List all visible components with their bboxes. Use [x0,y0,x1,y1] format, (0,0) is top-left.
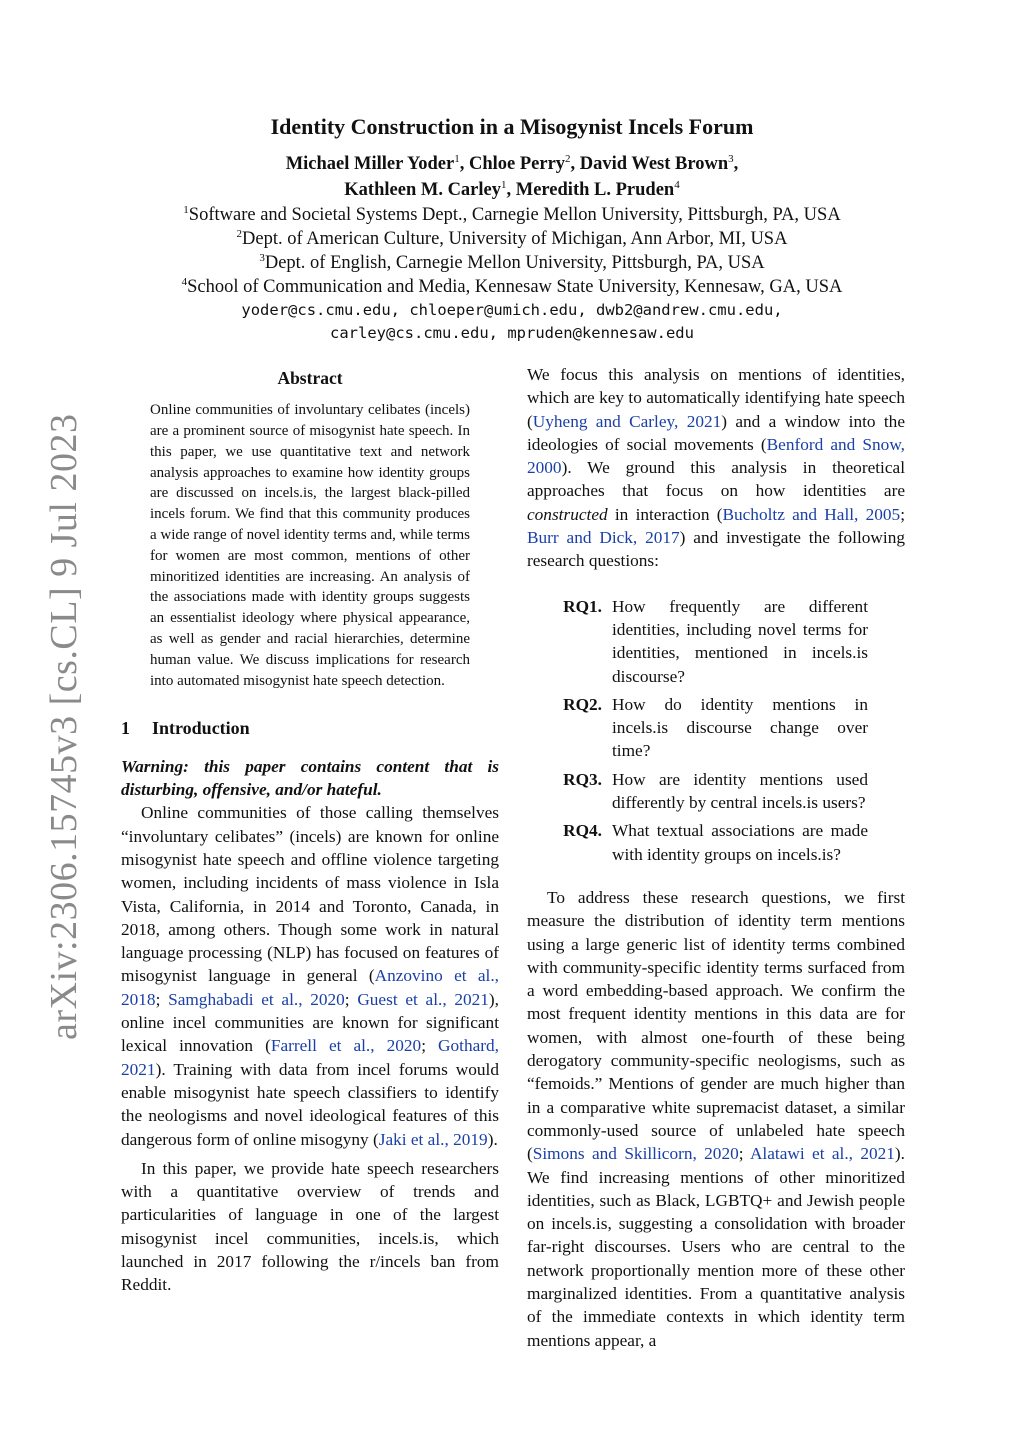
author-sep: , [733,154,739,174]
author-name: Chloe Perry [468,154,566,174]
citation-link[interactable]: Uyheng and Carley, 2021 [532,411,722,431]
affiliation-text: School of Communication and Media, Kennesaw State University, Kennesaw, GA, USA [187,277,843,297]
left-column [121,363,499,1297]
affiliation-text: Software and Societal Systems Dept., Carnegie Mellon University, Pittsburgh, PA, USA [188,205,841,225]
author-name: Michael Miller Yoder [285,154,455,174]
text-run: in interaction ( [607,504,723,524]
email-line-2[interactable]: carley@cs.cmu.edu, mpruden@kennesaw.edu [330,324,694,342]
abstract-text: Online communities of involuntary celibates (incels) are a prominent source of misogynist hate speech. In this paper, we use quantitative text and network analysis approaches to examine how identity groups are discussed on incels.is, the largest black-pilled incels forum. We find that this community produces a wide range of novel identity terms and, while terms for women are most common, mentions of other minoritized identities are increasing. An analysis of the associations made with identity groups suggests an essentialist ideology where physical appearance, as well as gender and racial hierarchies, determine human value. We discuss implications for research into automated misogynist hate speech detection. [150,402,470,689]
citation-link[interactable]: Alatawi et al., 2021 [749,1144,895,1164]
arxiv-identifier: arXiv:2306.15745v3 [cs.CL] 9 Jul 2023 [43,413,85,1040]
affiliation-sup: 1 [183,203,189,216]
affiliation-sup: 4 [181,275,188,288]
right-paragraph-2 [527,886,905,1352]
abstract-heading: Abstract [277,368,343,388]
citation-link[interactable]: Simons and Skillicorn, 2020 [532,1144,739,1164]
research-question [527,768,905,815]
citation-link[interactable]: Guest et al., 2021 [357,989,489,1009]
author-name: Kathleen M. Carley [344,180,501,200]
author-sep: , [459,154,469,174]
text-run: Online communities of those calling themselves “involuntary celibates” (incels) are known for online misogynist hate speech and offline violence targeting women, including incidents of mass violence in Isla Vista, California, in 2014 and Toronto, Canada, in 2018, among others. Though some work in natural language processing (NLP) has focused on features of misogynist language in general ( [121,803,499,986]
intro-paragraph-1 [121,801,499,1150]
research-question [527,693,905,763]
text-run: ), online incel communities are known for significant lexical innovation ( [121,989,499,1056]
citation-link[interactable]: Farrell et al., 2020 [270,1036,422,1056]
text-run: ). We find increasing mentions of other minoritized identities, such as Black, LGBTQ+ and Jewish people on incels.is, suggesting a consolidation with broader far-right discourses. Users who are central to the network proportionally mention more of these other marginalized identities. From a quantitative analysis of the immediate contexts in which identity term mentions appear, a [527,1144,905,1350]
author-affil-sup: 1 [501,178,507,191]
affiliation-text: Dept. of English, Carnegie Mellon University, Pittsburgh, PA, USA [264,253,765,273]
text-run: ; [155,989,169,1009]
citation-link[interactable]: Benford and Snow, 2000 [527,434,905,478]
rq-text: How are identity mentions used differently by central incels.is users? [612,769,868,813]
affiliation [0,251,1024,275]
rq-text: How do identity mentions in incels.is discourse change over time? [612,694,868,761]
text-run: ). We ground this analysis in theoretical approaches that focus on how identities are [527,458,905,501]
text-run: ; [900,504,905,524]
author-affil-sup: 1 [454,152,460,165]
text-run: ). [487,1129,498,1149]
email-line-1[interactable]: yoder@cs.cmu.edu, chloeper@umich.edu, dwb2@andrew.cmu.edu, [241,301,783,319]
text-run: We focus this analysis on mentions of identities, which are key to automatically identifying hate speech ( [527,365,905,431]
text-run: ; [738,1144,750,1164]
affiliation-sup: 3 [259,251,265,264]
rq-text: What textual associations are made with identity groups on incels.is? [612,821,868,864]
author-sep: , [506,180,516,200]
citation-link[interactable]: Samghabadi et al., 2020 [168,989,345,1009]
author-sep: , [570,154,580,174]
content-warning: Warning: this paper contains content that is disturbing, offensive, and/or hateful. [121,756,499,800]
citation-link[interactable]: Gothard, 2021 [121,1036,499,1079]
text-run: ; [344,989,358,1009]
citation-link[interactable]: Burr and Dick, 2017 [527,528,680,548]
affiliation [0,227,1024,251]
author-line-1 [0,151,1024,177]
text-run: To address these research questions, we first measure the distribution of identity term mentions using a large generic list of identity terms combined with community-specific identity terms surfaced from a word embedding-based approach. We confirm the most frequent identity mentions in this data are for women, with almost one-fourth of these being derogatory community-specific neologisms, such as “femoids.” Mentions of gender are much higher than in a comparative white supremacist dataset, a similar commonly-used source of unlabeled hate speech ( [527,887,905,1164]
affiliation-sup: 2 [236,227,243,240]
emphasis: constructed [527,504,608,524]
research-question [527,819,905,866]
right-column [527,363,905,1352]
research-question [527,595,905,688]
citation-link[interactable]: Anzovino et al., 2018 [121,966,499,1009]
section-heading-introduction [121,717,499,740]
author-affil-sup: 2 [565,152,571,165]
author-name: David West Brown [579,154,729,174]
right-paragraph-1 [527,363,905,573]
affiliation [0,275,1024,299]
author-line-2 [0,177,1024,203]
rq-label: RQ4. [563,821,602,841]
author-name: Meredith L. Pruden [515,180,675,200]
research-questions-list [527,595,905,866]
text-run: ; [421,1036,439,1056]
affiliation-text: Dept. of American Culture, University of Michigan, Ann Arbor, MI, USA [242,229,788,249]
text-run: ) and investigate the following research questions: [527,528,905,571]
paper-title: Identity Construction in a Misogynist Incels Forum [270,114,754,139]
citation-link[interactable]: Jaki et al., 2019 [378,1129,488,1149]
rq-label: RQ3. [563,769,602,789]
rq-text: How frequently are different identities, including novel terms for identities, mentioned in incels.is discourse? [612,596,868,686]
text-run: ) and a window into the ideologies of social movements ( [527,411,905,454]
section-number: 1 [121,718,130,739]
author-affil-sup: 4 [674,178,680,191]
section-title: Introduction [152,718,250,739]
citation-link[interactable]: Bucholtz and Hall, 2005 [722,504,901,524]
text-run: ). Training with data from incel forums would enable misogynist hate speech classifiers to identify the neologisms and novel ideological features of this dangerous form of online misogyny ( [121,1059,499,1149]
author-affil-sup: 3 [728,152,734,165]
rq-label: RQ1. [563,596,602,616]
rq-label: RQ2. [563,694,602,714]
affiliation [0,203,1024,227]
intro-paragraph-2: In this paper, we provide hate speech researchers with a quantitative overview of trends and particularities of language in one of the largest misogynist incel communities, incels.is, which launched in 2017 following the r/incels ban from Reddit. [121,1158,499,1295]
paper-header [0,113,1024,345]
